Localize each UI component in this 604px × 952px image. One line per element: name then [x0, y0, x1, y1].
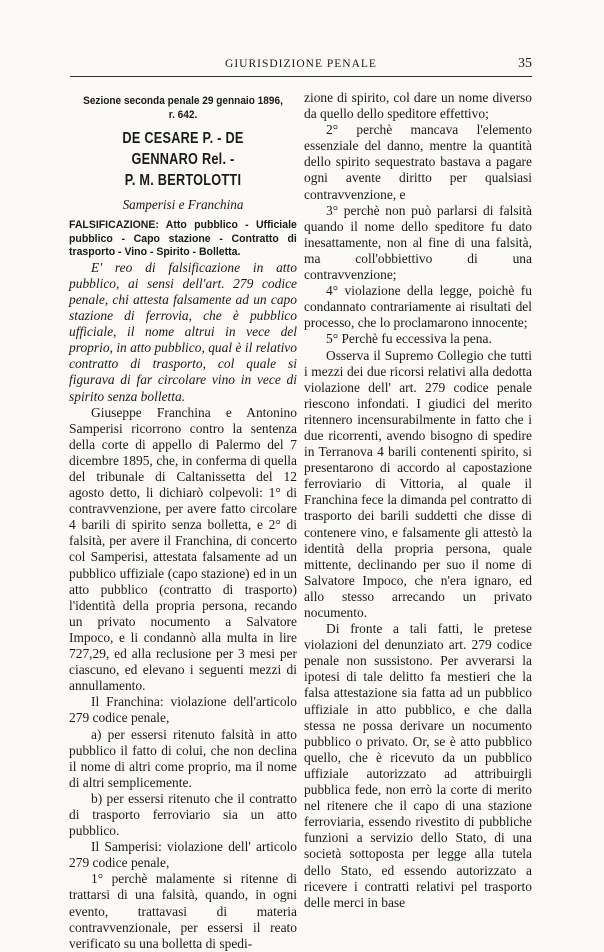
topic	[69, 219, 297, 260]
left-paragraph: 1° perchè malamente si ritenne di trattarsi di una falsità, quando, in ogni evento, trattavasi di materia contravvenzionale, per essersi il reato verificato su una bolletta di spedi-	[69, 871, 297, 951]
right-paragraph: Di fronte a tali fatti, le pretese violazioni del denunziato art. 279 codice penale non sussistono. Per avverarsi la ipotesi di tale delitto fa mestieri che la falsa attestazione sia fatta ad un pubblico uffiziale in atto pubblico, e che dalla stessa ne possa derivare un nocumento pubblico o privato. Or, se è atto pubblico quello, che è ricevuto da un pubblico uffiziale autorizzato ad attribuirgli pubblica fede, non errò la corte di merito nel ritenere che il capo di una stazione ferroviaria, essendo rivestito di pubbliche funzioni a servizio dello Stato, di una società sottoposta per legge alla tutela dello Stato, ed essendo autorizzato a ricevere i contratti relativi pel trasporto delle merci in base	[304, 621, 532, 910]
right-paragraph: zione di spirito, col dare un nome diverso da quello dello speditore effettivo;	[304, 90, 532, 122]
left-paragraph: Il Samperisi: violazione dell' articolo 279 codice penale,	[69, 839, 297, 871]
left-paragraph: a) per essersi ritenuto falsità in atto pubblico il fatto di colui, che non declina il nome di altri come proprio, ma il nome di altri semplicemente.	[69, 726, 297, 790]
session-line: Sezione seconda penale 29 gennaio 1896, r. 642.	[83, 95, 283, 121]
right-column	[304, 90, 532, 911]
topic-text: Atto pubblico - Ufficiale pubblico - Capo stazione - Contratto di trasporto - Vino - Spirito - Bolletta.	[69, 219, 297, 259]
left-column	[69, 90, 297, 952]
parties: Samperisi e Franchina	[122, 197, 244, 212]
right-paragraph: Osserva il Supremo Collegio che tutti i mezzi dei due ricorsi relativi alla dedotta violazione dell' art. 279 codice penale riescono infondati. I giudici del merito ritennero incensurabilmente in fatto che i due ricorrenti, avendo bisogno di spedire in Terranova 4 barili contenenti spirito, si presentarono di accordo al capostazione ferroviario di Vittoria, al quale il Franchina fece la dimanda pel contratto di trasporto dei barili suddetti che disse di contenere vino, e falsamente gli attestò la identità della propria persona, quale mittente, declinando per suo il nome di Salvatore Impoco, che n'era ignaro, ed allo stesso arrecando un privato nocumento.	[304, 347, 532, 620]
left-paragraph: b) per essersi ritenuto che il contratto di trasporto ferroviario sia un atto pubblico.	[69, 790, 297, 839]
left-paragraph: Giuseppe Franchina e Antonino Samperisi ricorrono contro la sentenza della corte di appello di Palermo del 7 dicembre 1895, che, in conferma di quella del tribunale di Caltanissetta del 12 agosto detto, li dichiarò colpevoli: 1° di contravvenzione, per avere fatto circolare 4 barili di spirito senza bolletta, e 2° di falsità, per avere il Franchina, di concerto col Samperisi, attestata falsamente ad un pubblico uffiziale (capo stazione) ed in un atto pubblico (contratto di trasporto) l'identità della propria persona, recando un privato nocumento a Salvatore Impoco, e li condannò alla multa in lire 727,29, ed alla reclusione per 3 mesi per ciascuno, ed elevano i seguenti mezzi di annullamento.	[69, 404, 297, 694]
right-paragraph: 4° violazione della legge, poichè fu condannato contrariamente ai risultati del processo, che lo proclamarono innocente;	[304, 283, 532, 331]
topic-label: FALSIFICAZIONE:	[69, 219, 159, 231]
maxim: E' reo di falsificazione in atto pubblico, ai sensi dell'art. 279 codice penale, chi attesta falsamente ad un capo stazione di ferrovia, che è pubblico ufficiale, il nome altrui in vece del proprio, in atto pubblico, qual è il relativo contratto di trasporto, col quale si figurava di far circolare vino in vece di spirito senza bolletta.	[69, 259, 297, 404]
running-head	[70, 56, 532, 77]
right-paragraph: 2° perchè mancava l'elemento essenziale del danno, mentre la quantità dello spirito sequestrato bastava a pagare ogni avente diritto per qualsiasi contravvenzione, e	[304, 122, 532, 202]
running-title: GIURISDIZIONE PENALE	[225, 58, 377, 70]
judges-line-1: DE CESARE P. - DE GENNARO Rel. -	[122, 130, 244, 168]
judges-line-2: P. M. BERTOLOTTI	[124, 172, 242, 189]
right-paragraph: 3° perchè non può parlarsi di falsità quando il nome dello speditore fu dato inesattamente, non al fine di una falsità, ma coll'obbiettivo di una contravvenzione;	[304, 202, 532, 283]
right-paragraph: 5° Perchè fu eccessiva la pena.	[326, 331, 492, 347]
page-number: 35	[518, 56, 532, 71]
topic-block	[69, 219, 297, 260]
left-paragraph: Il Franchina: violazione dell'articolo 279 codice penale,	[69, 694, 297, 726]
